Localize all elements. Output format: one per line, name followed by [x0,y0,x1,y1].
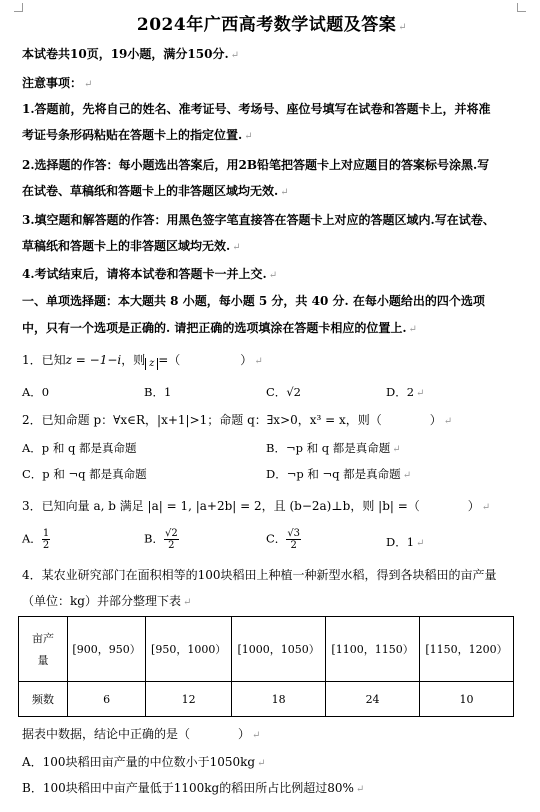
q1-option-a: A．0 [22,385,50,399]
q3-option-b-fraction: $\frac{√2}{2}$ [164,528,178,551]
q1-option-d: D．2 ↵ [386,385,425,399]
yield-table [18,616,514,717]
abs-z: z [145,358,158,370]
q2-option-d: D．¬p 和 ¬q 都是真命题 ↵ [266,467,412,481]
section-1-line-2: 中，只有一个选项是正确的. 请把正确的选项填涂在答题卡相应的位置上. ↵ [22,321,417,335]
table-row-label: 频数 [19,682,68,717]
q1-option-c: C．√2 [266,385,301,399]
q2-option-b: B．¬p 和 q 都是真命题 ↵ [266,441,401,455]
table-row [19,682,514,717]
note-1-line-2: 考证号条形码粘贴在答题卡上的指定位置. ↵ [22,128,253,142]
q2-option-c: C．p 和 ¬q 都是真命题 [22,467,147,481]
notes-heading: 注意事项： ↵ [22,76,93,90]
question-4-line-2: （单位：kg）并部分整理下表 ↵ [22,594,192,608]
question-2: 2．已知命题 p：∀x∈R，|x+1|>1；命题 q：∃x>0，x³ = x，则（ ） ↵ [22,413,453,427]
question-1: 1．已知z = −1−i，则 z =（ ） ↵ [22,353,263,369]
table-cell: 10 [420,682,514,717]
question-4-prompt: 据表中数据，结论中正确的是（ ） ↵ [22,727,261,741]
table-cell: 6 [68,682,146,717]
q4-option-a: A．100块稻田亩产量的中位数小于1050kg ↵ [22,755,266,769]
note-2-line-1: 2.选择题的作答：每小题选出答案后，用2B铅笔把答题卡上对应题目的答案标号涂黑.写 [22,158,490,172]
question-3: 3．已知向量 a, b 满足 |a| = 1, |a+2b| = 2，且 (b−2a)⊥b，则 |b| =（ ） ↵ [22,499,491,513]
table-cell: [900，950） [68,617,146,682]
note-2-line-2: 在试卷、草稿纸和答题卡上的非答题区域均无效. ↵ [22,184,289,198]
exam-info: 本试卷共10页，19小题，满分150分. ↵ [22,47,240,61]
q3-option-b: B． $\frac{√2}{2}$ [144,528,178,551]
question-4-line-1: 4．某农业研究部门在面积相等的100块稻田上种植一种新型水稻，得到各块稻田的亩产量 [22,568,497,582]
table-header-cell: 亩产 量 [19,617,68,682]
table-cell: 18 [232,682,326,717]
q3-option-a-fraction: $\frac{1}{2}$ [42,528,50,551]
table-cell: [1150，1200） [420,617,514,682]
q1-option-b: B．1 [144,385,172,399]
q2-option-a: A．p 和 q 都是真命题 [22,441,137,455]
note-3-line-2: 草稿纸和答题卡上的非答题区域均无效. ↵ [22,239,241,253]
table-cell: 12 [146,682,232,717]
table-cell: 24 [326,682,420,717]
page-title: 2024年广西高考数学试题及答案 ↵ [136,15,408,35]
table-row [19,617,514,682]
table-cell: [1000，1050） [232,617,326,682]
q3-option-d: D．1 ↵ [386,535,425,549]
table-cell: [950，1000） [146,617,232,682]
note-3-line-1: 3.填空题和解答题的作答：用黑色签字笔直接答在答题卡上对应的答题区域内.写在试卷、 [22,213,495,227]
q3-option-c: C． $\frac{√3}{2}$ [266,528,301,551]
note-4: 4.考试结束后，请将本试卷和答题卡一并上交. ↵ [22,267,278,281]
q4-option-b: B．100块稻田中亩产量低于1100kg的稻田所占比例超过80% ↵ [22,781,365,795]
section-1-line-1: 一、单项选择题：本大题共 8 小题，每小题 5 分，共 40 分. 在每小题给出的四个选项 [22,294,485,308]
q3-option-c-fraction: $\frac{√3}{2}$ [287,528,301,551]
table-cell: [1100，1150） [326,617,420,682]
q3-option-a: A． $\frac{1}{2}$ [22,528,50,551]
note-1-line-1: 1.答题前，先将自己的姓名、准考证号、考场号、座位号填写在试卷和答题卡上，并将准 [22,102,491,116]
